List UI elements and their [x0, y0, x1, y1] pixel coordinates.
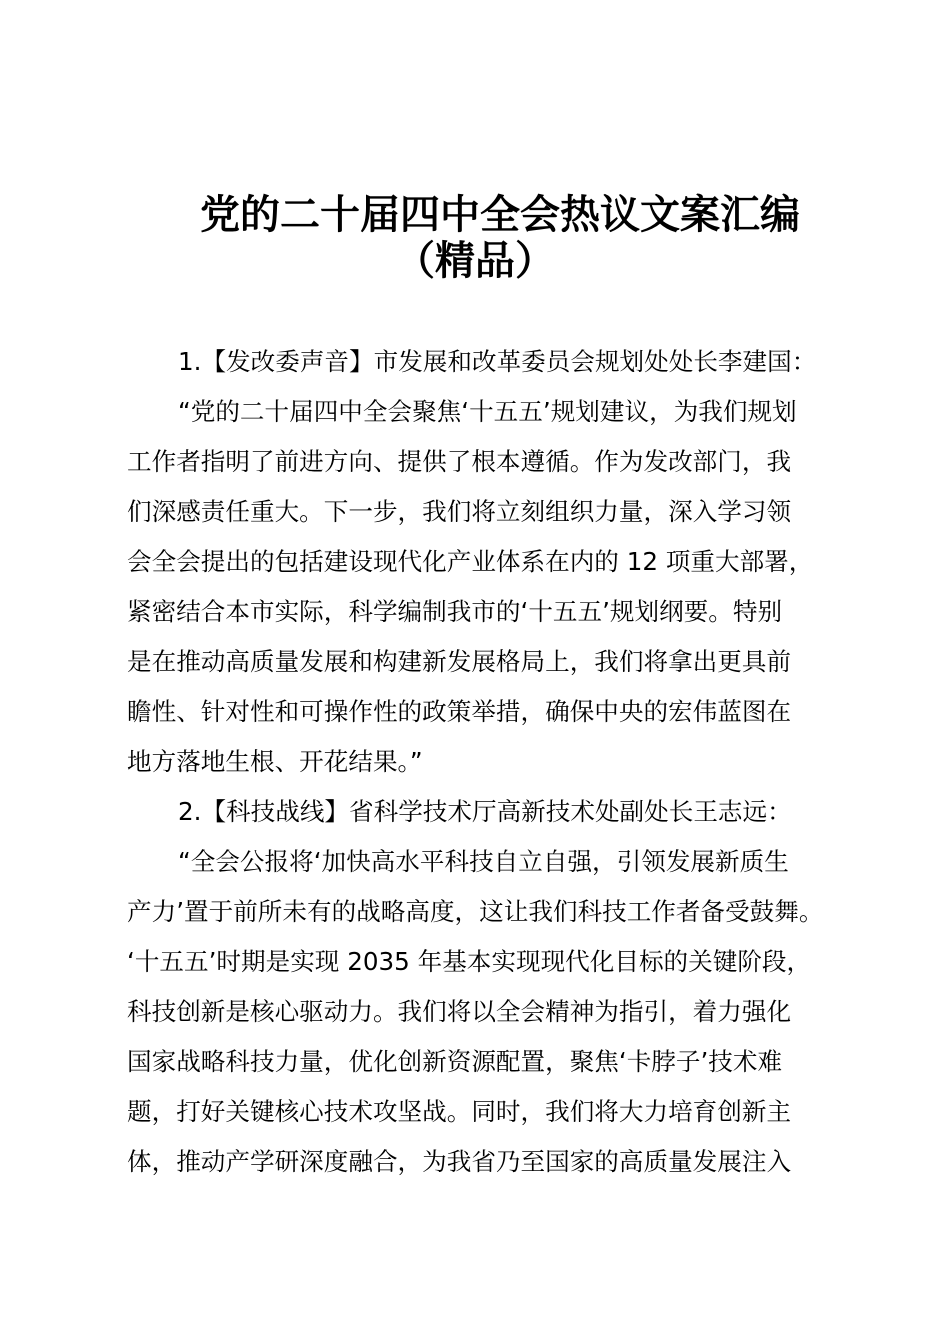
document-subtitle: （精品） [395, 238, 555, 284]
text-line: 工作者指明了前进方向、提供了根本遵循。作为发改部门，我 [127, 447, 792, 476]
text-line: 题，打好关键核心技术攻坚战。同时，我们将大力培育创新主 [127, 1097, 792, 1126]
text-line: “全会公报将‘加快高水平科技自立自强，引领发展新质生 [178, 847, 789, 876]
text-line: 地方落地生根、开花结果。” [127, 747, 423, 776]
text-line: 2.【科技战线】省科学技术厅高新技术处副处长王志远： [178, 797, 792, 826]
text-line: 体，推动产学研深度融合，为我省乃至国家的高质量发展注入 [127, 1147, 792, 1176]
text-line: 们深感责任重大。下一步，我们将立刻组织力量，深入学习领 [127, 497, 792, 526]
text-line: 紧密结合本市实际，科学编制我市的‘十五五’规划纲要。特别 [127, 597, 783, 626]
text-line: 1.【发改委声音】市发展和改革委员会规划处处长李建国： [178, 347, 817, 376]
text-line: 产力’置于前所未有的战略高度，这让我们科技工作者备受鼓舞。 [127, 897, 824, 926]
document-body [127, 337, 847, 1187]
document-title: 党的二十届四中全会热议文案汇编 [200, 192, 800, 238]
text-line: “党的二十届四中全会聚焦‘十五五’规划建议，为我们规划 [178, 397, 797, 426]
text-line: 会全会提出的包括建设现代化产业体系在内的 12 项重大部署， [127, 547, 814, 576]
text-line: 科技创新是核心驱动力。我们将以全会精神为指引，着力强化 [127, 997, 792, 1026]
text-line: 是在推动高质量发展和构建新发展格局上，我们将拿出更具前 [127, 647, 792, 676]
text-line: 国家战略科技力量，优化创新资源配置，聚焦‘卡脖子’技术难 [127, 1047, 783, 1076]
text-line: ‘十五五’时期是实现 2035 年基本实现现代化目标的关键阶段， [127, 947, 812, 976]
text-line: 瞻性、针对性和可操作性的政策举措，确保中央的宏伟蓝图在 [127, 697, 792, 726]
